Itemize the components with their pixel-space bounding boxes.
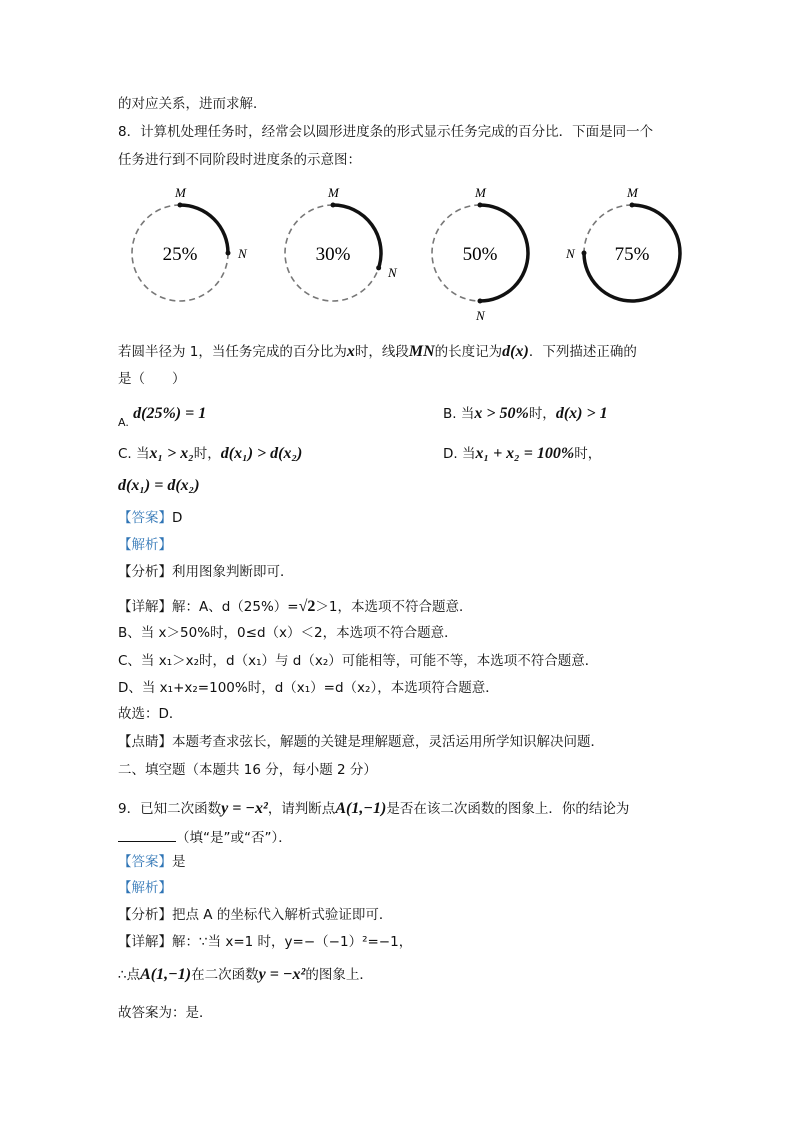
point-n [376, 265, 381, 270]
option-b [443, 405, 608, 423]
option-label: B. 当 [443, 406, 475, 422]
q8-line2: 任务进行到不同阶段时进度条的示意图： [118, 152, 361, 168]
option-d [443, 445, 601, 463]
answer-value: D [172, 510, 183, 526]
math-sqrt2: √2 [298, 598, 316, 615]
text: 是否在该二次函数的图象上．你的结论为 [386, 801, 630, 817]
q8-answer [118, 509, 182, 527]
answer-tag: 【答案】 [118, 854, 172, 870]
text: 时， [528, 406, 556, 422]
option-label: A. [118, 416, 129, 429]
text: ，请判断点 [267, 801, 336, 817]
label-m: M [175, 185, 186, 200]
q8-line1: 8．计算机处理任务时，经常会以圆形进度条的形式显示任务完成的百分比．下面是同一个 [118, 124, 654, 140]
label-m: M [627, 185, 638, 200]
progress-diagrams [0, 175, 794, 325]
text: 【详解】解：A、d（25%）= [118, 599, 299, 615]
q8-analysis-tag: 【解析】 [118, 537, 172, 553]
point-m [630, 203, 635, 208]
text: （填“是”或“否”）． [176, 830, 292, 846]
point-m [478, 203, 483, 208]
intro-tail: 的对应关系，进而求解． [118, 96, 267, 112]
percent-label: 30% [315, 244, 351, 265]
label-m: M [328, 185, 339, 200]
answer-blank [118, 829, 176, 842]
q8-stem-line2: 是（ ） [118, 371, 186, 387]
q8-choose: 故选：D． [118, 706, 183, 722]
percent-label: 50% [462, 244, 498, 265]
stem-text: 若圆半径为 1，当任务完成的百分比为 [118, 344, 347, 360]
math-mn: MN [408, 343, 435, 360]
math: x₁ + x₂ = 100% [475, 445, 575, 462]
math: d(x) > 1 [555, 405, 608, 422]
q9-analysis-tag: 【解析】 [118, 880, 172, 896]
label-n: N [566, 246, 575, 261]
q8-dianjing: 【点睛】本题考查求弦长，解题的关键是理解题意，灵活运用所学知识解决问题． [118, 734, 604, 750]
text: 在二次函数 [191, 967, 259, 983]
point-m [178, 203, 183, 208]
percent-label: 25% [162, 244, 198, 265]
q8-detail-c: C、当 x₁＞x₂时，d（x₁）与 d（x₂）可能相等，可能不等，本选项不符合题意． [118, 653, 599, 669]
option-label: D. 当 [443, 446, 476, 462]
math: x₁ > x₂ [149, 445, 194, 462]
q9-stem [118, 800, 629, 818]
math: d(25%) = 1 [133, 405, 207, 422]
q8-detail-a [118, 598, 473, 616]
label-n: N [476, 308, 485, 323]
math: x > 50% [474, 405, 529, 422]
option-label: C. 当 [118, 446, 150, 462]
option-a [118, 405, 206, 432]
q8-stem [118, 343, 637, 361]
stem-text: 的长度记为 [434, 344, 503, 360]
label-m: M [475, 185, 486, 200]
stem-text: ．下列描述正确的 [528, 344, 637, 360]
q8-detail-d: D、当 x₁+x₂=100%时，d（x₁）=d（x₂），本选项符合题意． [118, 680, 499, 696]
text: ∴点 [118, 967, 141, 983]
q9-line2 [118, 829, 292, 847]
math-func: y = −x² [221, 800, 268, 817]
text: 9．已知二次函数 [118, 801, 222, 817]
q9-fenxi: 【分析】把点 A 的坐标代入解析式验证即可． [118, 907, 393, 923]
label-n: N [238, 246, 247, 261]
math: d(x₁) > d(x₂) [220, 445, 303, 462]
point-m [331, 203, 336, 208]
point-n [478, 299, 483, 304]
answer-tag: 【答案】 [118, 510, 172, 526]
q9-answer [118, 853, 186, 871]
answer-value: 是 [172, 854, 186, 870]
text: 的图象上． [305, 967, 373, 983]
point-n [582, 251, 587, 256]
math-func: y = −x² [258, 966, 306, 983]
option-c [118, 445, 302, 463]
q9-detail: 【详解】解：∵当 x=1 时，y=−（−1）²=−1， [118, 934, 413, 950]
math-point: A(1,−1) [335, 800, 387, 817]
label-n: N [387, 265, 397, 281]
math: d(x₁) = d(x₂) [118, 477, 200, 494]
text: ＞1，本选项不符合题意． [315, 599, 473, 615]
q8-detail-b: B、当 x＞50%时，0≤d（x）＜2，本选项不符合题意． [118, 625, 458, 641]
stem-text: 时，线段 [354, 344, 409, 360]
q8-fenxi: 【分析】利用图象判断即可． [118, 564, 294, 580]
section-2-heading: 二、填空题（本题共 16 分，每小题 2 分） [118, 762, 377, 778]
text: 时， [574, 446, 602, 462]
percent-label: 75% [614, 244, 650, 265]
q9-final: 故答案为：是． [118, 1005, 213, 1021]
q9-conclusion [118, 966, 373, 984]
option-d-cont [118, 477, 200, 495]
text: 时， [193, 446, 221, 462]
math-dx: d(x) [502, 343, 529, 360]
math-point: A(1,−1) [140, 966, 192, 983]
point-n [226, 251, 231, 256]
math-x: x [346, 343, 355, 360]
